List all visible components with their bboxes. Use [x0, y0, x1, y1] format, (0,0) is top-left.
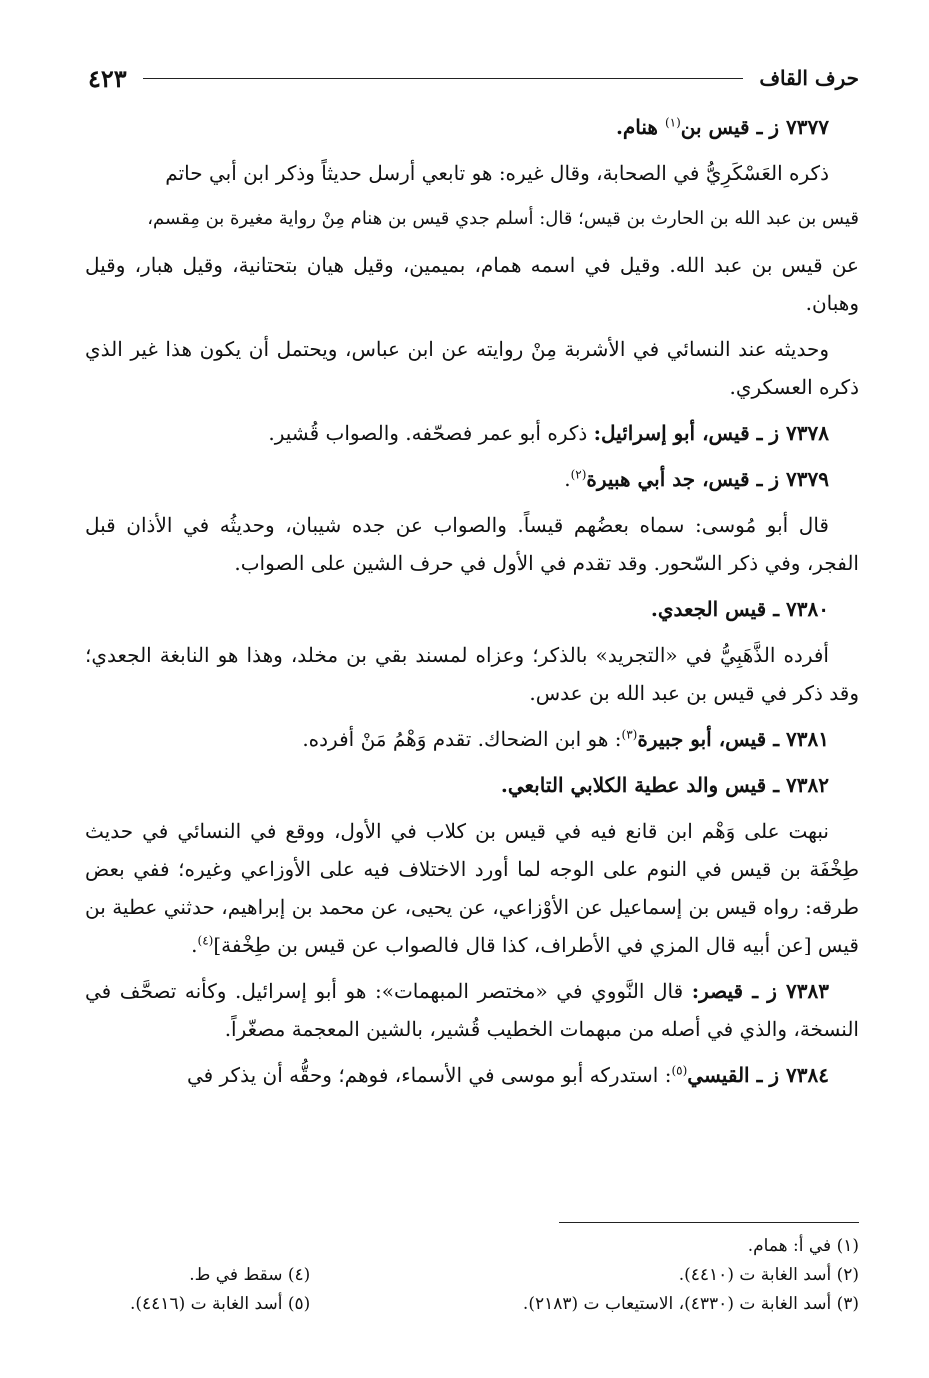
- entry-7381: [85, 720, 859, 758]
- paragraph: نبهت على وَهْم ابن قانع فيه في قيس بن كلاب في الأول، ووقع في النسائي في حديث طِخْفَة بن قيس في النوم على الوجه لما أورد الاختلاف فيه على الأوزاعي وغيره؛ ففي بعض طرقه: رواه قيس بن إسماعيل عن الأوْزاعي، عن يحيى، عن محمد بن إبراهيم، حدثني عطية بن قيس [عن أبيه قال المزي في الأطراف، كذا قال فالصواب عن قيس بن طِخْفة]$^{(٤)}$.: [85, 819, 859, 957]
- footnote-2: (٢) أسد الغابة ت (٤٤١٠).: [678, 1265, 859, 1285]
- footnote-ref: (٥): [671, 1063, 688, 1078]
- entry-text: ذكره أبو عمر فصحّفه. والصواب قُشير.: [268, 421, 594, 445]
- paragraph: قيس بن عبد الله بن الحارث بن قيس؛ قال: أسلم جدي قيس بن هنام مِنْ رواية مغيرة بن مِقسم،: [147, 208, 859, 229]
- footnote-ref: (٤): [197, 933, 214, 948]
- paragraph: عن قيس بن عبد الله. وقيل في اسمه همام، بميمين، وقيل هيان بتحتانية، وقيل هبار، وقيل وهبان.: [85, 253, 859, 315]
- entry-heading: ٧٣٨٤ ز ـ القيسي: [687, 1063, 829, 1087]
- entry-heading: ٧٣٨٣ ز ـ قيصر:: [691, 979, 830, 1003]
- footnotes-column-right: [523, 1232, 859, 1319]
- entry-7378: [85, 414, 859, 452]
- entry-heading: ٧٣٨٠ ـ قيس الجعدي.: [650, 597, 829, 621]
- footnote-ref: (١): [664, 115, 681, 130]
- entry-heading: ٧٣٨٢ ـ قيس والد عطية الكلابي التابعي.: [500, 773, 829, 797]
- paragraph: أفرده الذَّهَبِيُّ في «التجريد» بالذكر؛ وعزاه لمسند بقي بن مخلد، وهذا هو النابغة الجعدي؛ وقد ذكر في قيس بن عبد الله بن عدس.: [85, 643, 859, 705]
- entry-7380: [85, 590, 859, 628]
- entry-text: : هو ابن الضحاك. تقدم وَهْمُ مَنْ أفرده.: [302, 727, 622, 751]
- paragraph: وحديثه عند النسائي في الأشربة مِنْ روايته عن ابن عباس، ويحتمل أن يكون هذا غير الذي ذكره العسكري.: [85, 337, 859, 399]
- page-body: [85, 108, 859, 1102]
- entry-heading: ٧٣٧٩ ز ـ قيس، جد أبي هبيرة: [586, 467, 829, 491]
- paragraph-text: نبهت على وَهْم ابن قانع فيه في قيس بن كلاب في الأول، ووقع في النسائي في حديث طِخْفَة بن قيس في النوم على الوجه لما أورد الاختلاف فيه على الأوزاعي وغيره؛ ففي بعض طرقه: رواه قيس بن إسماعيل عن الأوْزاعي، عن يحيى، عن محمد بن إبراهيم، حدثني عطية بن قيس [عن أبيه قال المزي في الأطراف، كذا قال فالصواب عن قيس بن طِخْفة]: [85, 819, 859, 957]
- entry-text: قال النَّووي في «مختصر المبهمات»: هو أبو إسرائيل. وكأنه تصحَّف في النسخة، والذي في أصله من مبهمات الخطيب قُشير، بالشين المعجمة مصغّراً.: [85, 979, 859, 1041]
- running-header: [88, 60, 859, 96]
- header-rule: [143, 78, 744, 79]
- entry-7379: [85, 460, 859, 498]
- footnotes: [130, 1232, 859, 1319]
- page-number: ٤٢٣: [88, 63, 127, 93]
- footnote-1: (١) في أ: همام.: [747, 1236, 859, 1256]
- footnote-4: (٤) سقط في ط.: [189, 1265, 311, 1285]
- footnote-5: (٥) أسد الغابة ت (٤٤١٦).: [130, 1294, 311, 1314]
- entry-text: .: [564, 467, 571, 491]
- paragraph: ذكره العَسْكَرِيُّ في الصحابة، وقال غيره: هو تابعي أرسل حديثاً وذكر ابن أبي حاتم: [165, 161, 829, 185]
- paragraph: قال أبو مُوسى: سماه بعضُهم قيساً. والصواب عن جده شيبان، وحديثُه في الأذان قبل الفجر، وفي ذكر السّحور. وقد تقدم في الأول في حرف الشين على الصواب.: [85, 513, 859, 575]
- entry-7384: [85, 1056, 859, 1094]
- entry-heading-tail: هنام.: [615, 115, 665, 139]
- footnote-rule: [559, 1222, 859, 1223]
- entry-heading: ٧٣٧٨ ز ـ قيس، أبو إسرائيل:: [593, 421, 829, 445]
- entry-heading: ٧٣٧٧ ز ـ قيس بن: [680, 115, 829, 139]
- entry-7382: [85, 766, 859, 804]
- footnotes-column-left: [130, 1232, 310, 1319]
- entry-7377: [85, 108, 859, 146]
- footnote-ref: (٢): [570, 467, 587, 482]
- chapter-title: حرف القاف: [759, 66, 859, 90]
- entry-7383: [85, 972, 859, 1048]
- footnote-ref: (٣): [621, 727, 638, 742]
- footnote-3: (٣) أسد الغابة ت (٤٣٣٠)، الاستيعاب ت (٢١٨٣).: [522, 1294, 859, 1314]
- entry-text: : استدركه أبو موسى في الأسماء، فوهم؛ وحقُّه أن يذكر في: [186, 1063, 672, 1087]
- entry-heading: ٧٣٨١ ـ قيس، أبو جبيرة: [637, 727, 829, 751]
